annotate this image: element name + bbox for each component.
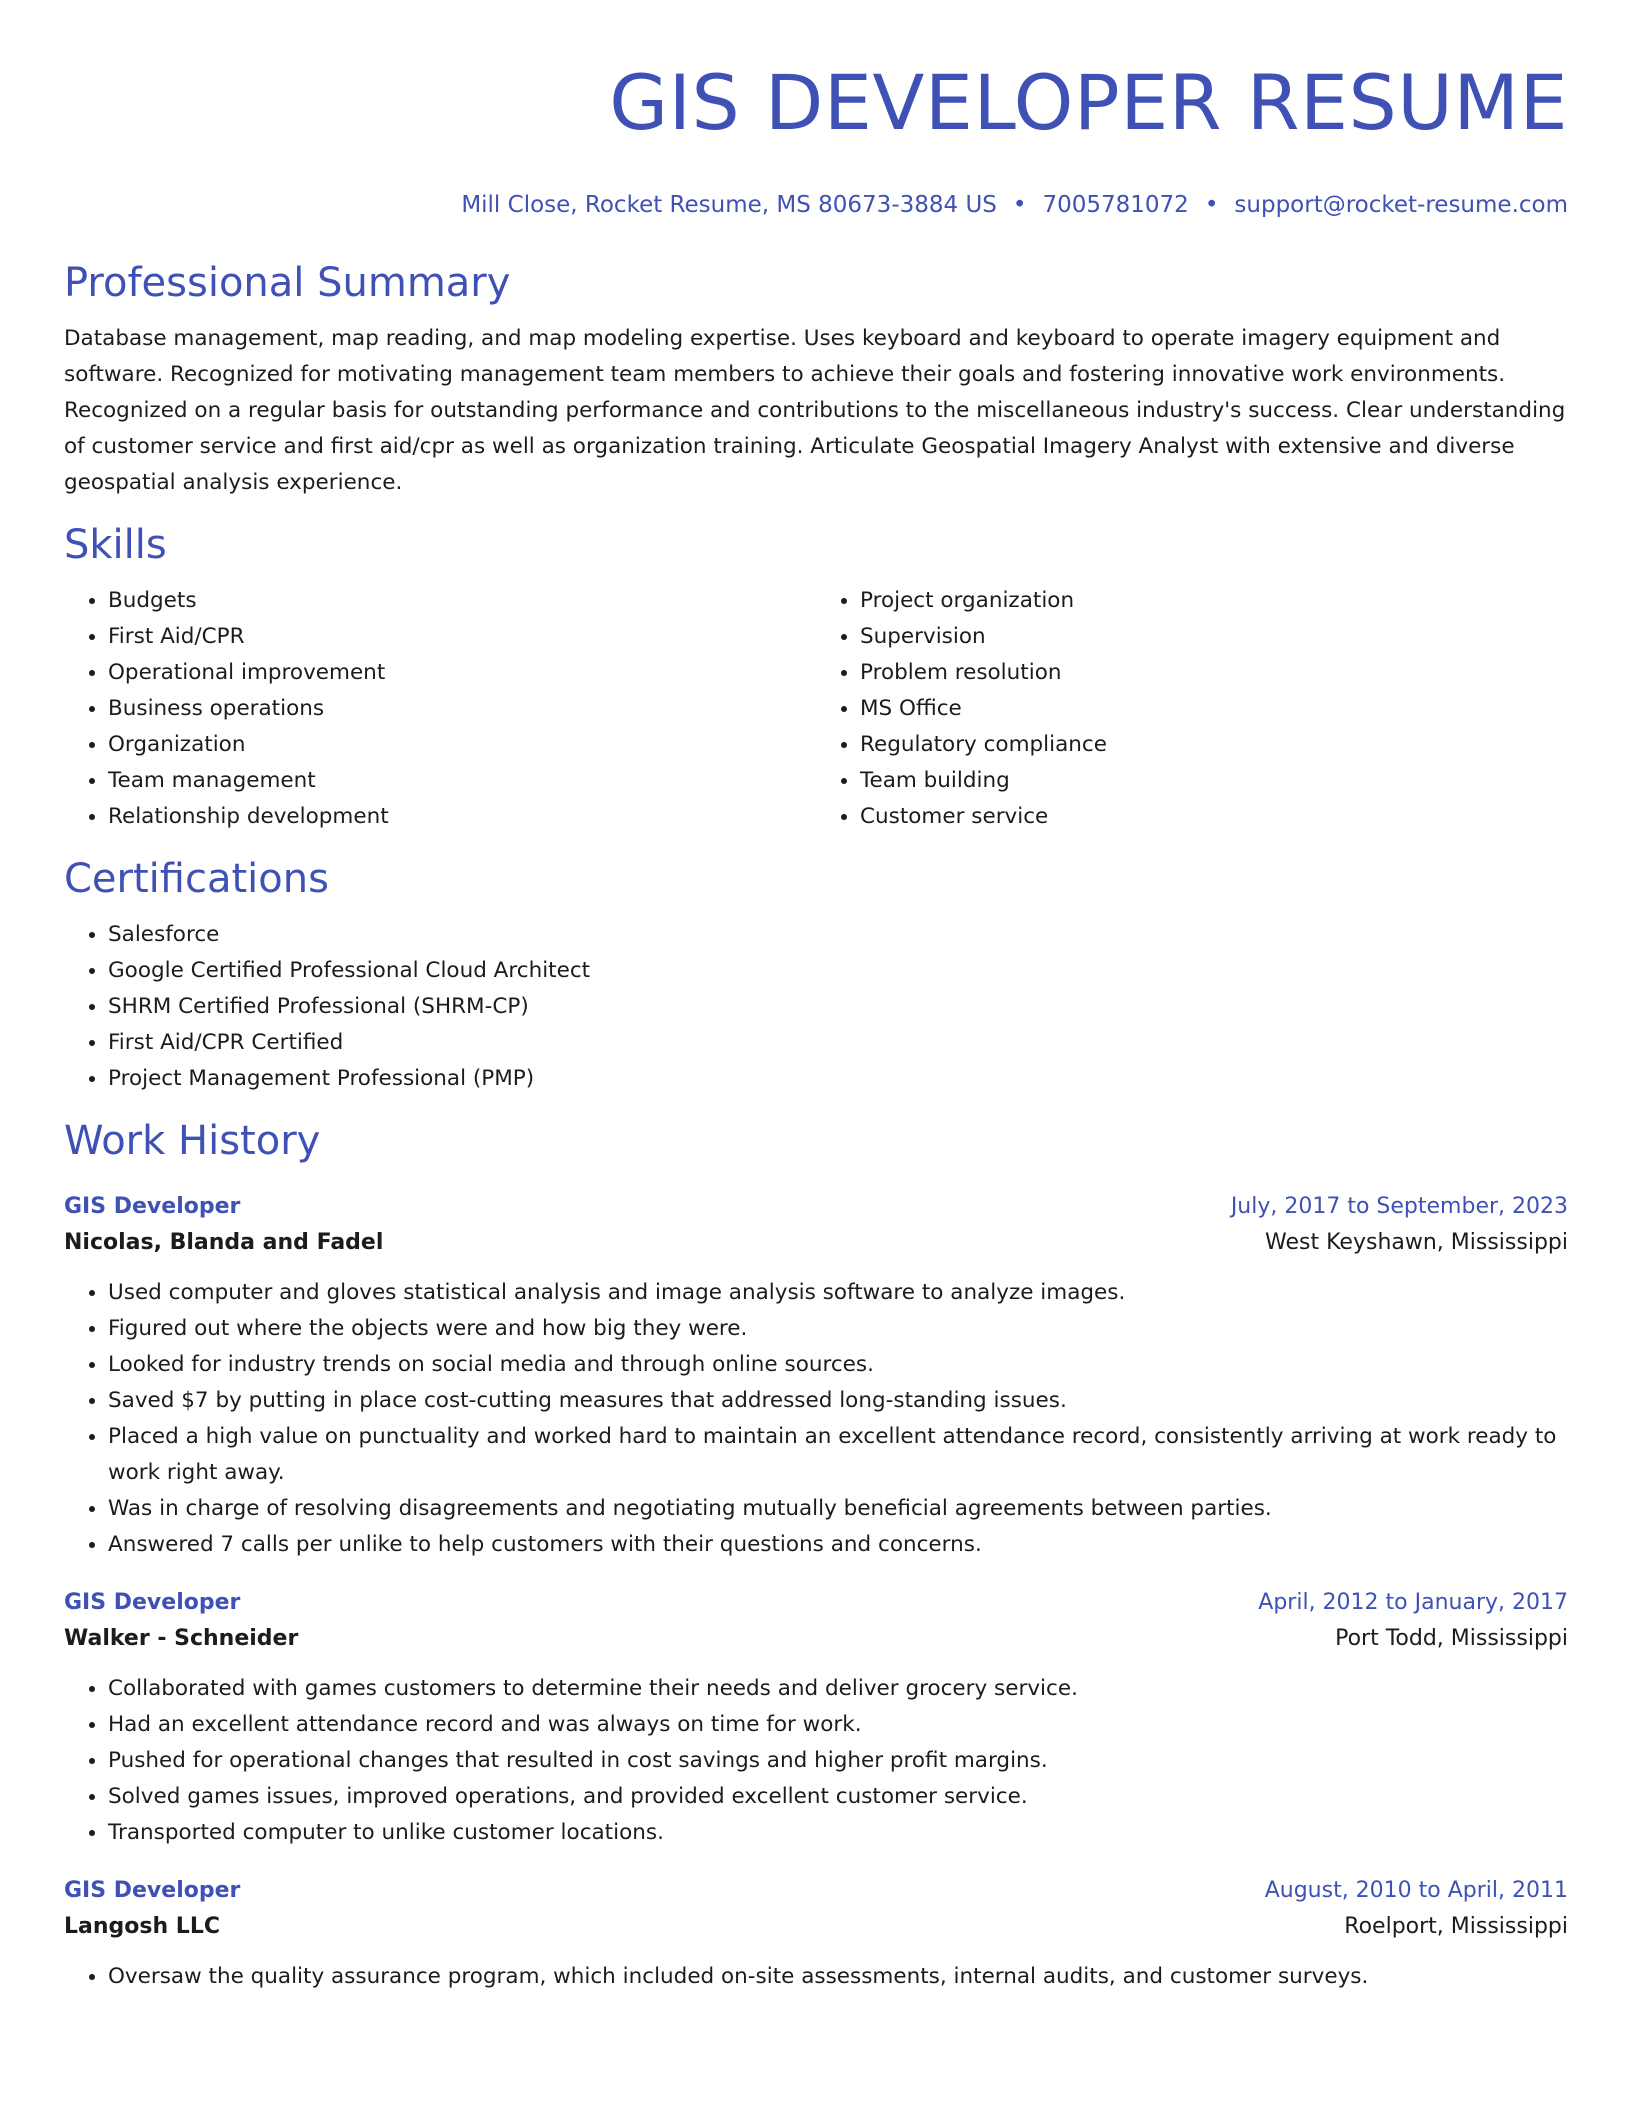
job-company-row <box>64 1909 1568 1945</box>
skill-item: • Business operations <box>108 691 816 727</box>
job-bullets <box>64 1275 1568 1563</box>
resume-title: GIS DEVELOPER RESUME <box>609 58 1568 147</box>
job-location: West Keyshawn, Mississippi <box>1265 1230 1568 1255</box>
job-bullet: • Was in charge of resolving disagreements and negotiating mutually beneficial agreements between parties. <box>108 1491 1568 1527</box>
skill-item: • Budgets <box>108 583 816 619</box>
job-title: GIS Developer <box>64 1194 241 1219</box>
certification-item: • Project Management Professional (PMP) <box>108 1061 1568 1097</box>
contact-line <box>64 190 1568 220</box>
job-entry <box>64 1585 1568 1851</box>
job-bullet: • Had an excellent attendance record and was always on time for work. <box>108 1707 1568 1743</box>
section-title-work-history: Work History <box>64 1118 321 1164</box>
skill-item: • Regulatory compliance <box>860 727 1568 763</box>
address: Mill Close, Rocket Resume, MS 80673-3884 US <box>461 192 997 218</box>
job-bullet: • Figured out where the objects were and how big they were. <box>108 1311 1568 1347</box>
skills-grid <box>64 583 1568 835</box>
job-header-row <box>64 1873 1568 1909</box>
job-bullets <box>64 1671 1568 1851</box>
phone: 7005781072 <box>1042 192 1189 218</box>
separator-dot: • <box>1012 192 1027 218</box>
skill-item: • Operational improvement <box>108 655 816 691</box>
job-dates: July, 2017 to September, 2023 <box>1230 1194 1568 1219</box>
separator-dot: • <box>1204 192 1219 218</box>
job-bullets <box>64 1959 1568 1995</box>
skills-list-left <box>64 583 816 835</box>
job-dates: April, 2012 to January, 2017 <box>1258 1590 1568 1615</box>
skills-list-right <box>816 583 1568 835</box>
job-bullet: • Saved $7 by putting in place cost-cutting measures that addressed long-standing issues. <box>108 1383 1568 1419</box>
job-entry <box>64 1189 1568 1563</box>
job-dates: August, 2010 to April, 2011 <box>1264 1878 1568 1903</box>
job-company: Walker - Schneider <box>64 1626 299 1651</box>
section-title-summary: Professional Summary <box>64 260 511 306</box>
section-title-certifications: Certifications <box>64 856 329 902</box>
job-bullet: • Solved games issues, improved operations, and provided excellent customer service. <box>108 1779 1568 1815</box>
skill-item: • MS Office <box>860 691 1568 727</box>
skill-item: • Team building <box>860 763 1568 799</box>
job-header-row <box>64 1585 1568 1621</box>
job-location: Port Todd, Mississippi <box>1335 1626 1568 1651</box>
job-header-row <box>64 1189 1568 1225</box>
skill-item: • Project organization <box>860 583 1568 619</box>
job-company-row <box>64 1621 1568 1657</box>
skill-item: • Customer service <box>860 799 1568 835</box>
job-bullet: • Placed a high value on punctuality and worked hard to maintain an excellent attendance record, consistently arriving at work ready to work right away. <box>108 1419 1568 1491</box>
job-bullet: • Collaborated with games customers to determine their needs and deliver grocery service. <box>108 1671 1568 1707</box>
job-bullet: • Oversaw the quality assurance program, which included on-site assessments, internal audits, and customer surveys. <box>108 1959 1568 1995</box>
certifications-list <box>64 917 1568 1097</box>
job-bullet: • Used computer and gloves statistical analysis and image analysis software to analyze images. <box>108 1275 1568 1311</box>
summary-text: Database management, map reading, and map modeling expertise. Uses keyboard and keyboard to operate imagery equipment and software. Recognized for motivating management team members to achieve their goals and fostering innovative work environments. Recognized on a regular basis for outstanding performance and contributions to the miscellaneous industry's success. Clear understanding of customer service and first aid/cpr as well as organization training. Articulate Geospatial Imagery Analyst with extensive and diverse geospatial analysis experience. <box>64 326 1566 495</box>
job-entry <box>64 1873 1568 1995</box>
job-location: Roelport, Mississippi <box>1344 1914 1568 1939</box>
section-title-skills: Skills <box>64 522 167 568</box>
skill-item: • Team management <box>108 763 816 799</box>
job-title: GIS Developer <box>64 1878 241 1903</box>
job-title: GIS Developer <box>64 1590 241 1615</box>
job-bullet: • Transported computer to unlike customer locations. <box>108 1815 1568 1851</box>
skill-item: • Supervision <box>860 619 1568 655</box>
certification-item: • Google Certified Professional Cloud Architect <box>108 953 1568 989</box>
certification-item: • SHRM Certified Professional (SHRM-CP) <box>108 989 1568 1025</box>
skill-item: • First Aid/CPR <box>108 619 816 655</box>
email-link[interactable]: support@rocket-resume.com <box>1234 192 1568 218</box>
skill-item: • Organization <box>108 727 816 763</box>
job-company-row <box>64 1225 1568 1261</box>
job-bullet: • Looked for industry trends on social media and through online sources. <box>108 1347 1568 1383</box>
skill-item: • Relationship development <box>108 799 816 835</box>
job-bullet: • Answered 7 calls per unlike to help customers with their questions and concerns. <box>108 1527 1568 1563</box>
job-company: Nicolas, Blanda and Fadel <box>64 1230 384 1255</box>
certification-item: • Salesforce <box>108 917 1568 953</box>
skill-item: • Problem resolution <box>860 655 1568 691</box>
certification-item: • First Aid/CPR Certified <box>108 1025 1568 1061</box>
job-company: Langosh LLC <box>64 1914 220 1939</box>
job-bullet: • Pushed for operational changes that resulted in cost savings and higher profit margins. <box>108 1743 1568 1779</box>
